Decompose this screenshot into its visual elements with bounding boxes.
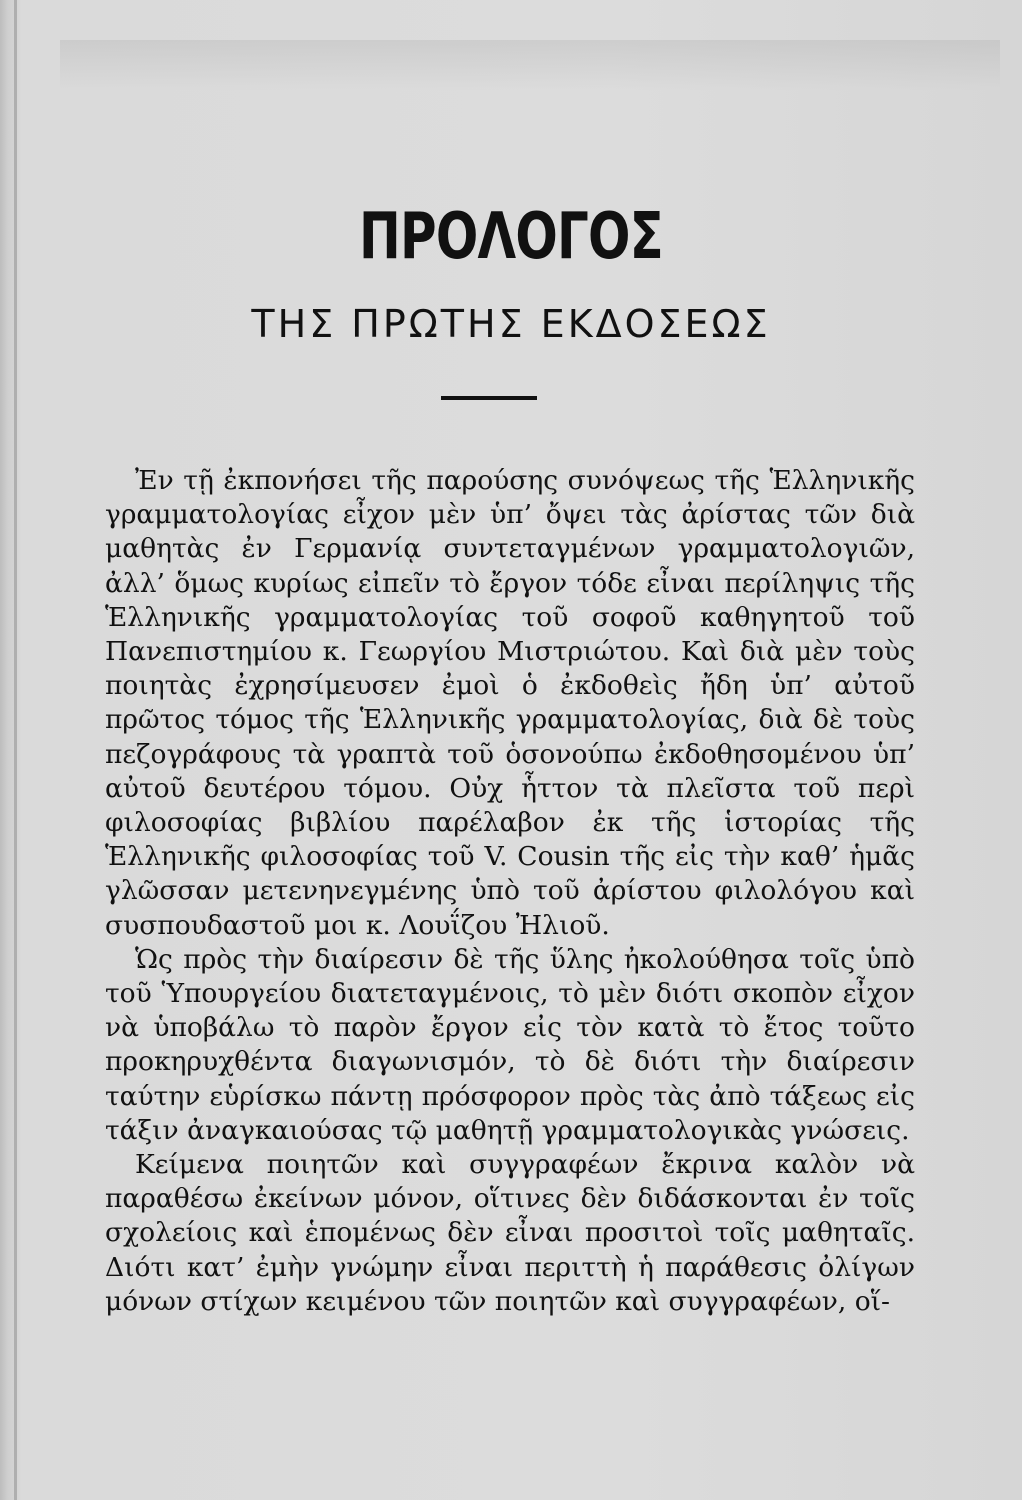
title-divider (441, 396, 537, 400)
page-title: ΠΡΟΛΟΓΟΣ (359, 200, 663, 274)
paragraph-1: Ἐν τῇ ἐκπονήσει τῆς παρούσης συνόψεως τῆς Ἑλληνικῆς γραμματολογίας εἶχον μὲν ὑπ’ ὄψει τὰς ἀρίστας τῶν διὰ μαθητὰς ἐν Γερμανίᾳ συντεταγμένων γραμματολογιῶν, ἀλλ’ ὅμως κυρίως εἰπεῖν τὸ ἔργον τόδε εἶναι περίληψις τῆς Ἑλληνικῆς γραμματολογίας τοῦ σοφοῦ καθηγητοῦ τοῦ Πανεπιστημίου κ. Γεωργίου Μιστριώτου. Καὶ διὰ μὲν τοὺς ποιητὰς ἐχρησίμευσεν ἐμοὶ ὁ ἐκδοθεὶς ἤδη ὑπ’ αὐτοῦ πρῶτος τόμος τῆς Ἑλληνικῆς γραμματολογίας, διὰ δὲ τοὺς πεζογράφους τὰ γραπτὰ τοῦ ὁσονούπω ἐκδοθησομένου ὑπ’ αὐτοῦ δευτέρου τόμου. Οὐχ ἧττον τὰ πλεῖστα τοῦ περὶ φιλοσοφίας βιβλίου παρέλαβον ἐκ τῆς ἱστορίας τῆς Ἑλληνικῆς φιλοσοφίας τοῦ V. Cousin τῆς εἰς τὴν καθ’ ἡμᾶς γλῶσσαν μετενηνεγμένης ὑπὸ τοῦ ἀρίστου φιλολόγου καὶ συσπουδαστοῦ μοι κ. Λουΐζου Ἠλιοῦ. (105, 465, 915, 941)
page-gutter (14, 0, 17, 1500)
paragraph-2: Ὡς πρὸς τὴν διαίρεσιν δὲ τῆς ὕλης ἠκολούθησα τοῖς ὑπὸ τοῦ Ὑπουργείου διατεταγμένοις, τὸ μὲν διότι σκοπὸν εἶχον νὰ ὑποβάλω τὸ παρὸν ἔργον εἰς τὸν κατὰ τὸ ἔτος τοῦτο προκηρυχθέντα διαγωνισμόν, τὸ δὲ διότι τὴν διαίρεσιν ταύτην εὑρίσκω πάντῃ πρόσφορον πρὸς τὰς ἀπὸ τάξεως εἰς τάξιν ἀναγκαιούσας τῷ μαθητῇ γραμματολογικὰς γνώσεις. (105, 943, 915, 1146)
page-subtitle: ΤΗΣ ΠΡΩΤΗΣ ΕΚΔΟΣΕΩΣ (251, 302, 771, 346)
paragraph-3: Κείμενα ποιητῶν καὶ συγγραφέων ἔκρινα καλὸν νὰ παραθέσω ἐκείνων μόνον, οἵτινες δὲν διδάσκονται ἐν τοῖς σχολείοις καὶ ἑπομένως δὲν εἶναι προσιτοὶ τοῖς μαθηταῖς. Διότι κατ’ ἐμὴν γνώμην εἶναι περιττὴ ἡ παράθεσις ὀλίγων μόνων στίχων κειμένου τῶν ποιητῶν καὶ συγγραφέων, οἵ- (105, 1149, 915, 1317)
body-text (105, 464, 915, 1319)
bleed-through-shadow (60, 40, 1000, 90)
